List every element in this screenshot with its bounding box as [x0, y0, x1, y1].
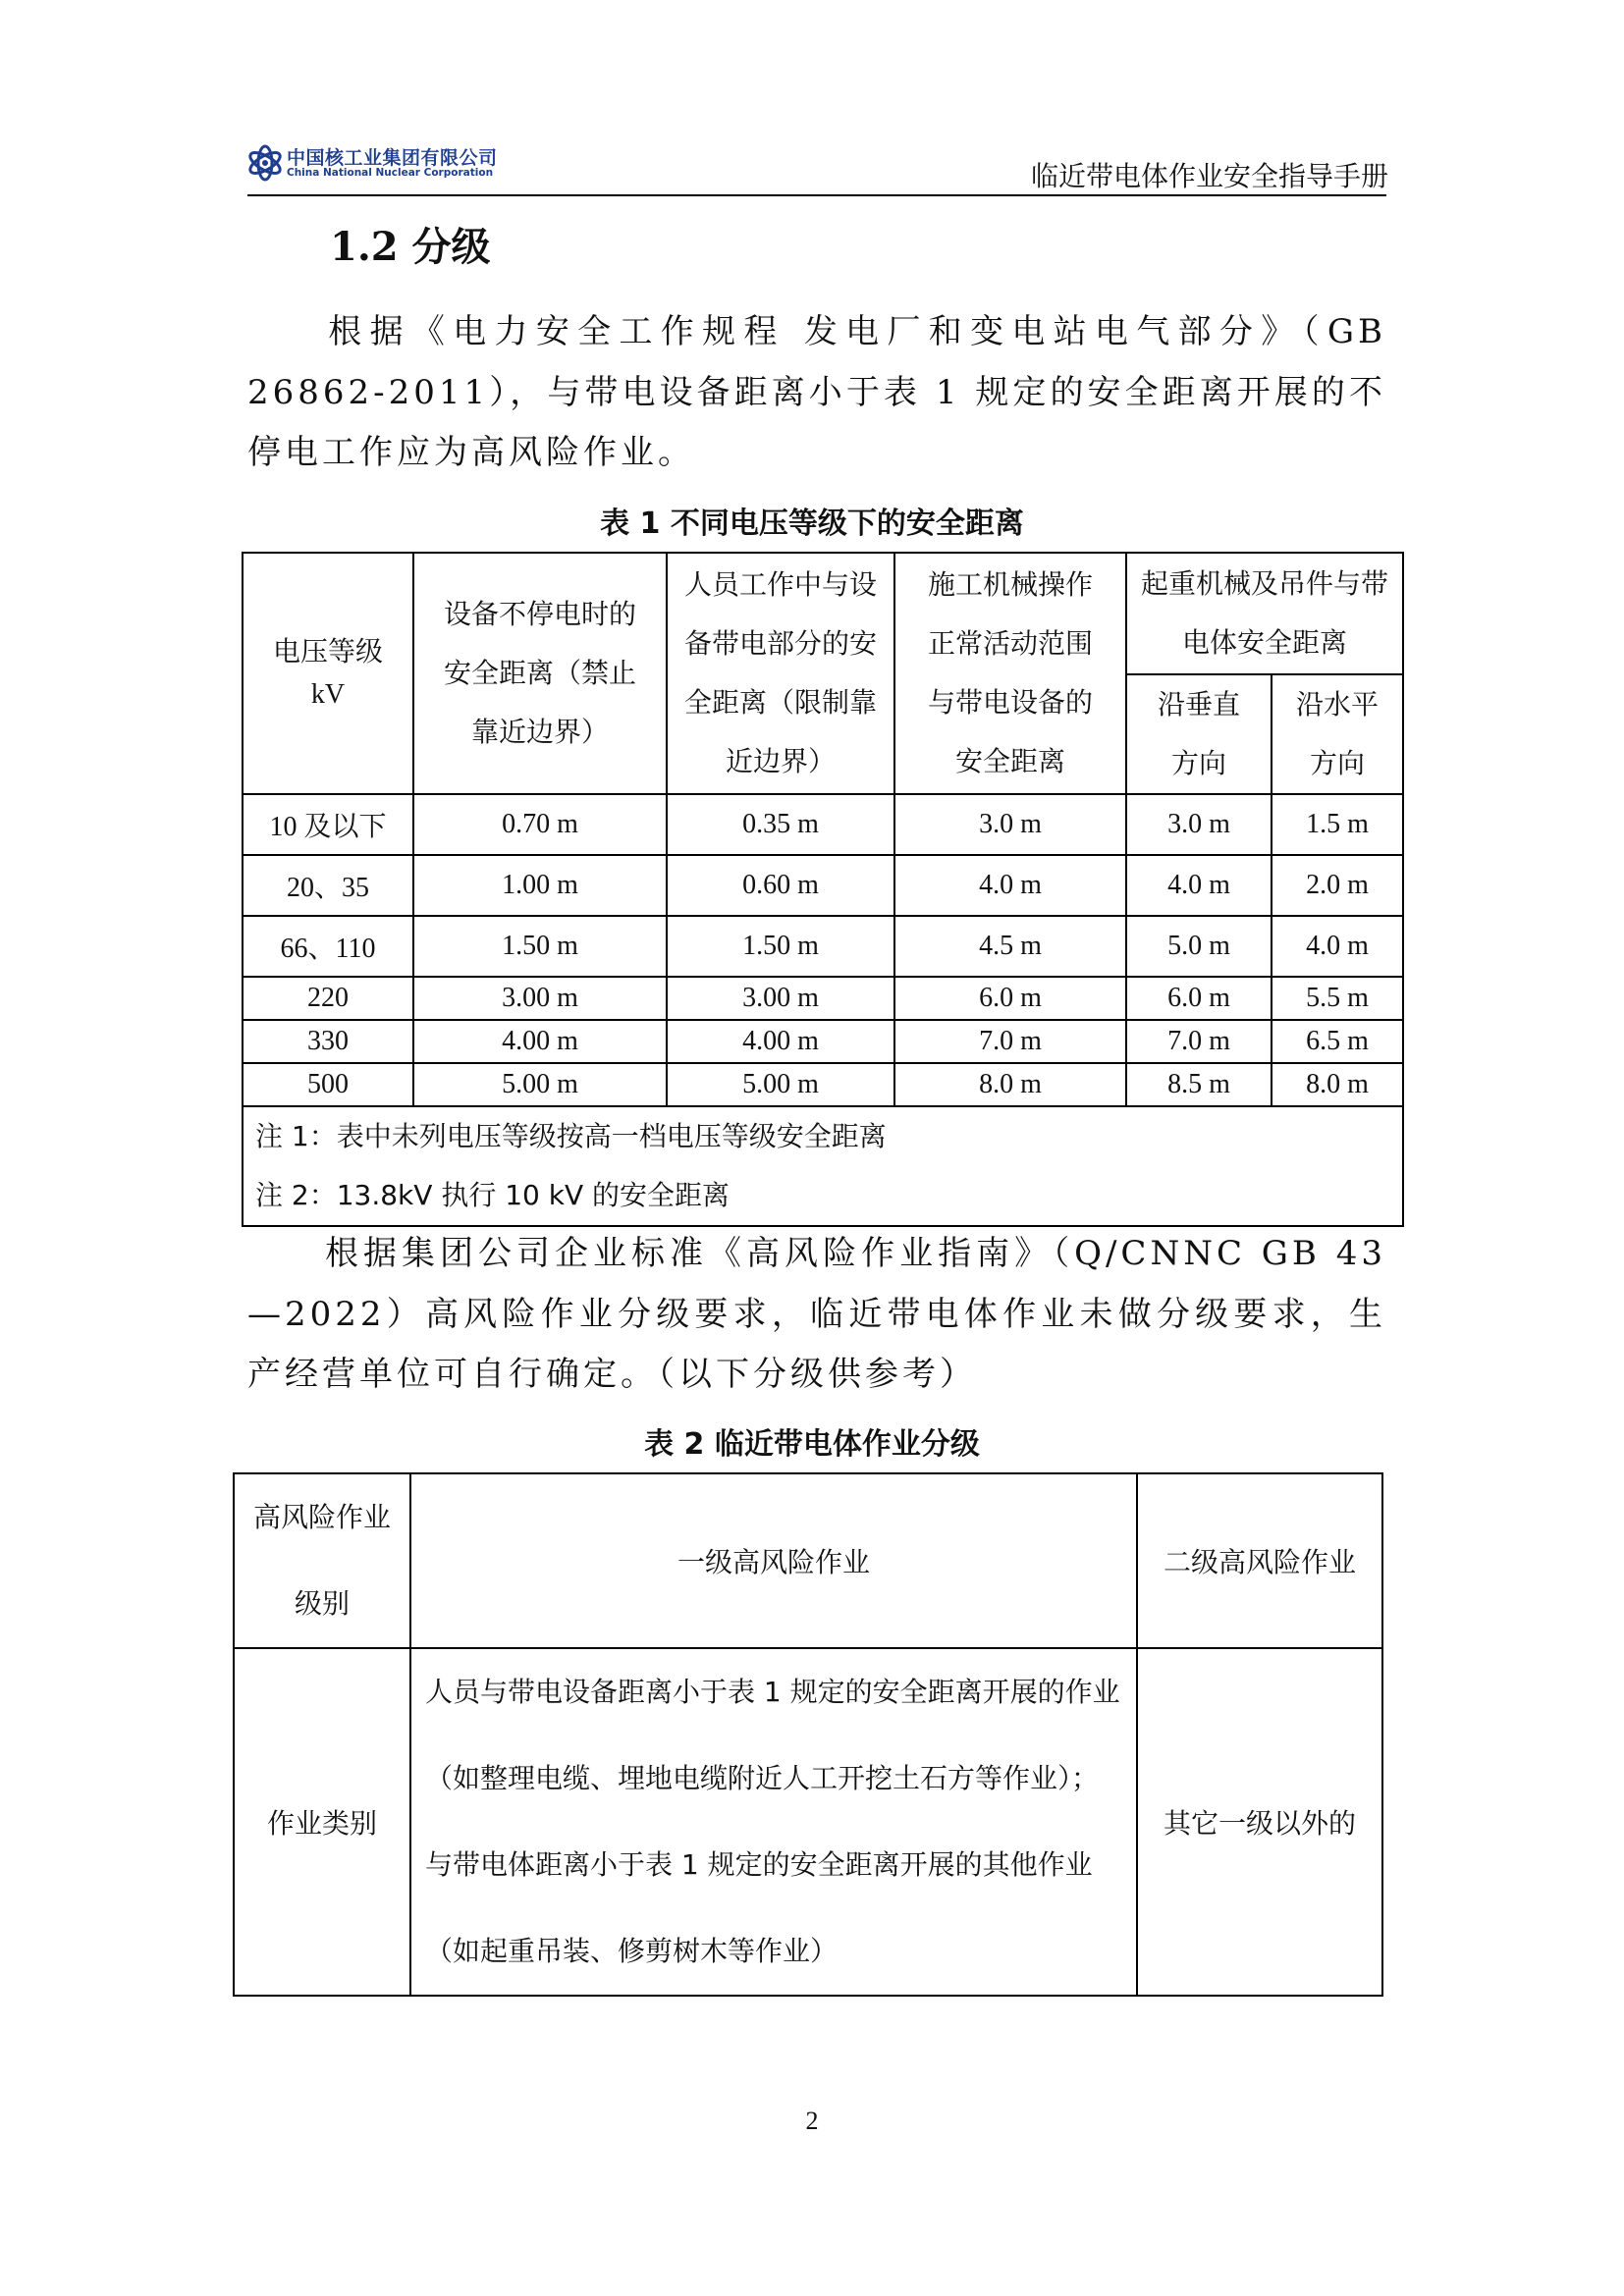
- value-cell: 1.5 m: [1272, 794, 1403, 855]
- safety-distance-table: [242, 552, 1404, 1227]
- value-cell: 8.5 m: [1126, 1063, 1272, 1106]
- value-cell: 0.35 m: [667, 794, 894, 855]
- header-machinery-distance: 施工机械操作正常活动范围与带电设备的安全距离: [894, 553, 1126, 794]
- value-cell: 3.0 m: [894, 794, 1126, 855]
- company-logo: [247, 143, 498, 185]
- voltage-cell: 220: [243, 977, 413, 1020]
- value-cell: 1.50 m: [667, 916, 894, 977]
- header-divider: [247, 194, 1386, 196]
- value-cell: 5.5 m: [1272, 977, 1403, 1020]
- value-cell: 3.0 m: [1126, 794, 1272, 855]
- risk-level-table: [233, 1472, 1383, 1997]
- value-cell: 4.5 m: [894, 916, 1126, 977]
- value-cell: 8.0 m: [894, 1063, 1126, 1106]
- atom-logo-icon: [247, 143, 283, 183]
- classification-paragraph: [247, 1224, 1386, 1406]
- value-cell: 5.00 m: [413, 1063, 667, 1106]
- header-crane-distance: 起重机械及吊件与带电体安全距离: [1126, 553, 1403, 674]
- table-row: [243, 916, 1403, 977]
- value-cell: 7.0 m: [1126, 1020, 1272, 1063]
- intro-paragraph-text: 根据《电力安全工作规程 发电厂和变电站电气部分》（GB 26862-2011），与带电设备距离小于表 1 规定的安全距离开展的不停电工作应为高风险作业。: [247, 312, 1386, 472]
- value-cell: 7.0 m: [894, 1020, 1126, 1063]
- voltage-cell: 10 及以下: [243, 794, 413, 855]
- table-row: [243, 1063, 1403, 1106]
- header-voltage-unit: kV: [310, 679, 346, 710]
- header-level-one: 一级高风险作业: [410, 1473, 1137, 1648]
- header-horizontal-direction: 沿水平方向: [1272, 674, 1403, 794]
- value-cell: 1.00 m: [413, 855, 667, 916]
- logo-english-name: China National Nuclear Corporation: [287, 167, 494, 179]
- table1-caption: 表 1 不同电压等级下的安全距离: [600, 507, 1024, 541]
- value-cell: 8.0 m: [1272, 1063, 1403, 1106]
- document-title: 临近带电体作业安全指导手册: [1030, 160, 1388, 192]
- table2-caption: 表 2 临近带电体作业分级: [644, 1427, 980, 1462]
- value-cell: 5.00 m: [667, 1063, 894, 1106]
- logo-chinese-name: 中国核工业集团有限公司: [287, 147, 498, 169]
- classification-paragraph-text: 根据集团公司企业标准《高风险作业指南》（Q/CNNC GB 43—2022）高风险作业分级要求，临近带电体作业未做分级要求，生产经营单位可自行确定。（以下分级供参考）: [247, 1234, 1386, 1394]
- header-equipment-distance: 设备不停电时的安全距离（禁止靠近边界）: [413, 553, 667, 794]
- table-row: [234, 1473, 1382, 1648]
- value-cell: 4.00 m: [667, 1020, 894, 1063]
- table-row: [243, 977, 1403, 1020]
- value-cell: 4.00 m: [413, 1020, 667, 1063]
- level-one-description: 人员与带电设备距离小于表 1 规定的安全距离开展的作业（如整理电缆、埋地电缆附近人工开挖土石方等作业）；与带电体距离小于表 1 规定的安全距离开展的其他作业（如起重吊装、修剪树木等作业）: [410, 1648, 1137, 1996]
- level-two-description: 其它一级以外的: [1137, 1648, 1382, 1996]
- voltage-cell: 20、35: [243, 855, 413, 916]
- value-cell: 6.0 m: [894, 977, 1126, 1020]
- table-note-1: 注 1：表中未列电压等级按高一档电压等级安全距离: [255, 1120, 887, 1152]
- row-label-work-category: 作业类别: [234, 1648, 410, 1996]
- voltage-cell: 66、110: [243, 916, 413, 977]
- table-row: [234, 1648, 1382, 1996]
- header-level-two: 二级高风险作业: [1137, 1473, 1382, 1648]
- value-cell: 3.00 m: [413, 977, 667, 1020]
- value-cell: 0.70 m: [413, 794, 667, 855]
- header-personnel-distance: 人员工作中与设备带电部分的安全距离（限制靠近边界）: [667, 553, 894, 794]
- table-note-2: 注 2：13.8kV 执行 10 kV 的安全距离: [255, 1179, 731, 1211]
- header-voltage-label: 电压等级: [272, 635, 383, 667]
- voltage-cell: 330: [243, 1020, 413, 1063]
- header-voltage-level: [243, 553, 413, 794]
- value-cell: 4.0 m: [1272, 916, 1403, 977]
- value-cell: 5.0 m: [1126, 916, 1272, 977]
- value-cell: 4.0 m: [1126, 855, 1272, 916]
- voltage-cell: 500: [243, 1063, 413, 1106]
- table-row: [243, 1020, 1403, 1063]
- value-cell: 4.0 m: [894, 855, 1126, 916]
- header-risk-level: 高风险作业级别: [234, 1473, 410, 1648]
- section-heading: 1.2 分级: [330, 224, 491, 270]
- value-cell: 2.0 m: [1272, 855, 1403, 916]
- value-cell: 3.00 m: [667, 977, 894, 1020]
- value-cell: 6.5 m: [1272, 1020, 1403, 1063]
- table-notes-row: [243, 1106, 1403, 1226]
- intro-paragraph: [247, 302, 1386, 484]
- value-cell: 1.50 m: [413, 916, 667, 977]
- table-row: [243, 794, 1403, 855]
- value-cell: 6.0 m: [1126, 977, 1272, 1020]
- header-vertical-direction: 沿垂直方向: [1126, 674, 1272, 794]
- page-number: 2: [805, 2107, 819, 2135]
- value-cell: 0.60 m: [667, 855, 894, 916]
- table-notes: [243, 1106, 1403, 1226]
- table-row: [243, 855, 1403, 916]
